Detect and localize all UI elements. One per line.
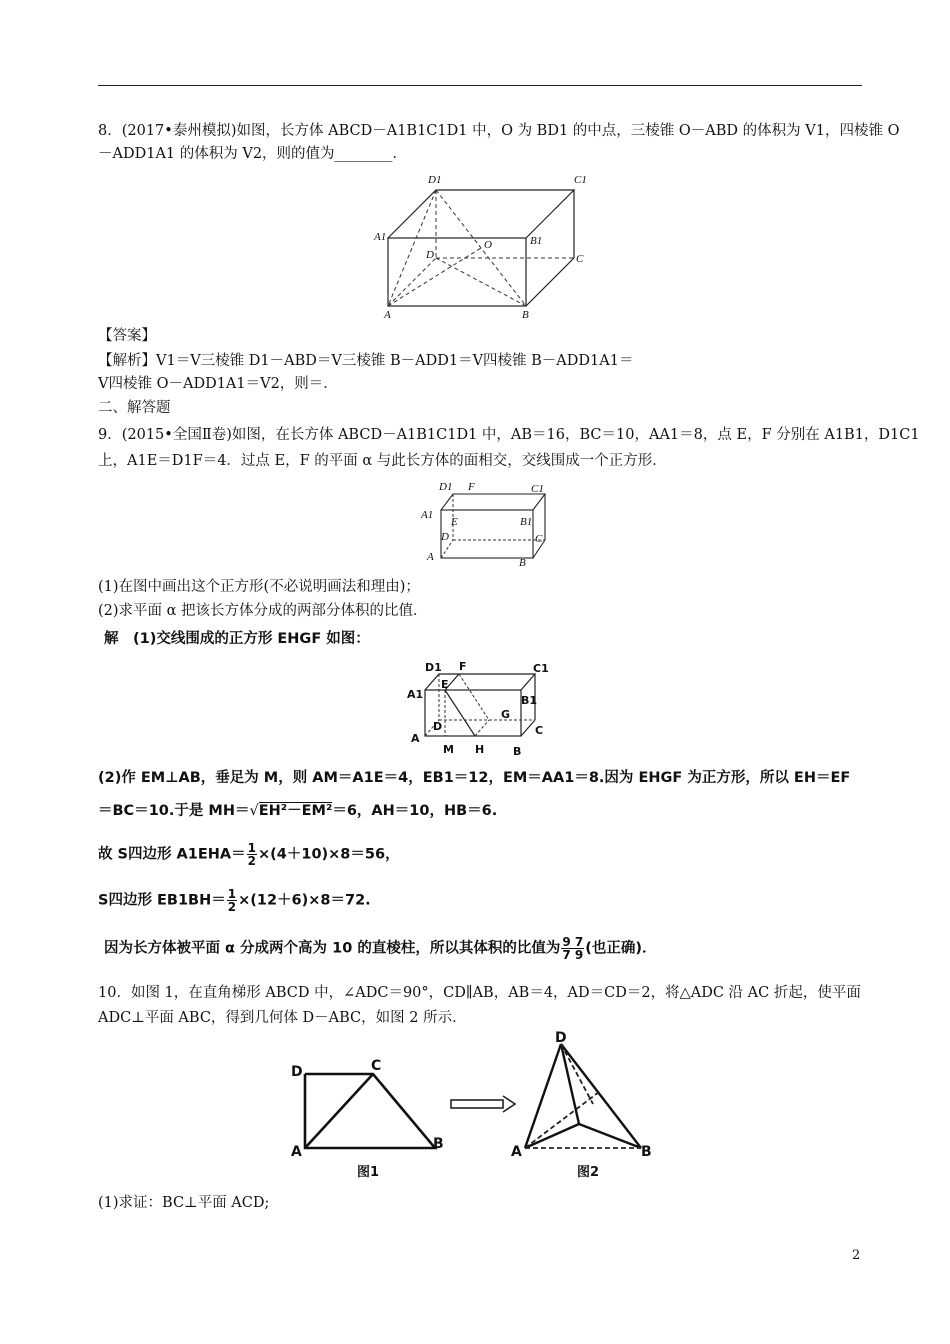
q9-sol2-line2: ＝BC＝10.于是 MH＝√EH²－EM²＝6，AH＝10，HB＝6. xyxy=(98,803,498,819)
header-rule xyxy=(98,85,862,86)
q9-fig2-label-C: C xyxy=(535,724,544,737)
q9-fig2-label-B: B xyxy=(513,745,522,758)
q9-area1-suffix: ×(4＋10)×8＝56， xyxy=(257,846,400,863)
q9-fig2-label-A: A xyxy=(411,732,420,745)
q10-fig2-label-D: D xyxy=(555,1030,567,1046)
q9-sol2-sqrt: EH²－EM² xyxy=(258,803,333,819)
q10-fig1-label-A: A xyxy=(291,1144,302,1160)
q8-label-C1: C1 xyxy=(574,174,587,186)
q9-fig1-label-C: C xyxy=(535,533,543,545)
q8-line1: 8．(2017•泰州模拟)如图，长方体 ABCD－A1B1C1D1 中，O 为 BD1 的中点，三棱锥 O－ABD 的体积为 V1，四棱锥 O xyxy=(98,123,900,139)
q10-line2: ADC⊥平面 ABC，得到几何体 D－ABC，如图 2 所示． xyxy=(98,1010,467,1026)
q8-label-B1: B1 xyxy=(530,235,543,247)
q9-area2-suffix: ×(12＋6)×8＝72. xyxy=(238,892,371,909)
q9-sol2-line2-a: ＝BC＝10.于是 MH＝ xyxy=(98,803,250,819)
q10-fig2-label-A: A xyxy=(511,1144,522,1160)
q9-solution-intro: 解 (1)交线围成的正方形 EHGF 如图： xyxy=(104,631,370,647)
ratio-num: 9 7 xyxy=(562,935,584,949)
q9-fig2-label-C1: C1 xyxy=(533,662,549,675)
ratio-fraction xyxy=(561,936,584,961)
q9-line2: 上，A1E＝D1F＝4．过点 E，F 的平面 α 与此长方体的面相交，交线围成一个正方形． xyxy=(98,453,667,469)
q8-label-D1: D1 xyxy=(428,174,442,186)
q10-fig1-label-D: D xyxy=(291,1064,303,1080)
q9-area1 xyxy=(98,842,862,867)
half-den: 2 xyxy=(247,854,256,868)
half-fraction xyxy=(247,842,257,867)
q9-conclusion-prefix: 因为长方体被平面 α 分成两个高为 10 的直棱柱，所以其体积的比值为 xyxy=(104,940,561,957)
q10-fig2-caption: 图2 xyxy=(577,1165,600,1180)
q9-area2 xyxy=(98,888,862,913)
q8-analysis-line1: 【解析】V1＝V三棱锥 D1－ABD＝V三棱锥 B－ADD1＝V四棱锥 B－ADD1A1＝ xyxy=(98,353,634,369)
q8-label-A: A xyxy=(384,309,391,318)
q8-label-A1: A1 xyxy=(374,231,387,243)
q8-analysis-line2: V四棱锥 O－ADD1A1＝V2，则＝． xyxy=(98,376,338,392)
q8-line2: －ADD1A1 的体积为 V2，则的值为________． xyxy=(98,146,408,162)
q9-fig2-label-B1: B1 xyxy=(521,694,538,707)
q9-fig2-label-G: G xyxy=(501,708,511,721)
page-number: 2 xyxy=(852,1248,861,1263)
ratio-den: 7 9 xyxy=(562,948,584,962)
q9-fig1-label-A: A xyxy=(427,551,434,563)
q9-fig1-label-B: B xyxy=(519,557,526,569)
half-num-2: 1 xyxy=(227,887,237,901)
q10-fig2-label-B: B xyxy=(641,1144,652,1160)
q9-fig2-label-E: E xyxy=(441,678,449,691)
q8-label-D: D xyxy=(426,249,434,261)
q9-fig1-label-D: D xyxy=(441,531,449,543)
q9-part2: (2)求平面 α 把该长方体分成的两部分体积的比值． xyxy=(98,603,428,619)
q9-fig2-label-F: F xyxy=(459,660,467,673)
q9-part1: (1)在图中画出这个正方形(不必说明画法和理由)； xyxy=(98,579,420,595)
q9-sol2-line2-b: ＝6，AH＝10，HB＝6. xyxy=(332,803,498,819)
q9-conclusion-suffix: (也正确)． xyxy=(585,940,657,957)
q9-fig1-label-E: E xyxy=(451,516,458,528)
q10-line1: 10．如图 1，在直角梯形 ABCD 中，∠ADC＝90°，CD∥AB，AB＝4，AD＝CD＝2，将△ADC 沿 AC 折起，使平面 xyxy=(98,985,861,1001)
q9-sol2-line1: (2)作 EM⊥AB，垂足为 M，则 AM＝A1E＝4，EB1＝12，EM＝AA1＝8.因为 EHGF 为正方形，所以 EH＝EF xyxy=(98,770,851,786)
q9-area1-prefix: 故 S四边形 A1EHA＝ xyxy=(98,846,246,863)
q9-fig2-label-A1: A1 xyxy=(407,688,424,701)
q8-label-O: O xyxy=(484,239,492,251)
half-den-2: 2 xyxy=(227,900,237,914)
q9-conclusion xyxy=(104,936,868,961)
q10-part1: (1)求证：BC⊥平面 ACD; xyxy=(98,1195,270,1211)
q9-fig2-label-D1: D1 xyxy=(425,661,442,674)
q8-label-B: B xyxy=(522,309,529,318)
q9-area2-prefix: S四边形 EB1BH＝ xyxy=(98,892,226,909)
q9-line1: 9．(2015•全国Ⅱ卷)如图，在长方体 ABCD－A1B1C1D1 中，AB＝16，BC＝10，AA1＝8，点 E，F 分别在 A1B1，D1C1 xyxy=(98,427,920,443)
q8-label-C: C xyxy=(576,253,584,265)
q9-fig2-label-M: M xyxy=(443,743,454,756)
q10-fig1-label-B: B xyxy=(433,1136,444,1152)
q9-fig1-label-C1: C1 xyxy=(531,483,544,495)
q10-fig1-label-C: C xyxy=(371,1058,382,1074)
q9-fig2-label-D: D xyxy=(433,720,443,733)
q10-figure xyxy=(285,1030,665,1180)
q9-solution-figure xyxy=(405,658,555,758)
q9-figure xyxy=(415,478,555,570)
section-heading: 二、解答题 xyxy=(98,400,171,416)
q9-fig1-label-B1: B1 xyxy=(520,516,533,528)
half-num: 1 xyxy=(247,841,256,855)
q9-fig2-label-H: H xyxy=(475,743,485,756)
q9-fig1-label-A1: A1 xyxy=(421,509,434,521)
q8-figure xyxy=(370,168,600,318)
half-fraction-2 xyxy=(227,888,237,913)
q10-fig1-caption: 图1 xyxy=(357,1165,380,1180)
q9-fig1-label-D1: D1 xyxy=(439,481,453,493)
q8-answer-label: 【答案】 xyxy=(98,328,156,344)
q9-fig1-label-F: F xyxy=(468,481,475,493)
